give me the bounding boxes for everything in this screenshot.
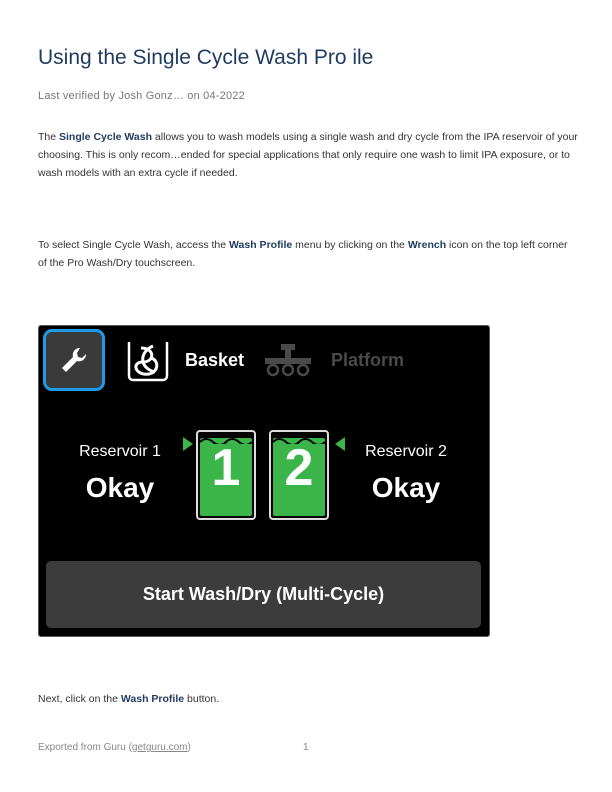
page-title: Using the Single Cycle Wash Pro ile — [38, 46, 374, 70]
reservoir-1-tank[interactable] — [196, 430, 256, 520]
wash-profile-button-term: Wash Profile — [120, 693, 185, 705]
intro-paragraph: The Single Cycle Wash allows you to wash models using a single wash and dry cycle from the IPA reservoir of your choosing. This is only recom…ended for special applications that only require one wash to limit IPA exposure, or to wash models with an extra cycle if needed. — [38, 131, 578, 179]
touchscreen-screenshot — [38, 325, 490, 637]
export-footer: Exported from Guru (getguru.com) — [38, 742, 191, 753]
reservoir-2-label: Reservoir 2 — [365, 443, 447, 460]
platform-tab-label[interactable]: Platform — [331, 350, 405, 370]
verification-meta: Last verified by Josh Gonz… on 04-2022 — [38, 90, 245, 102]
reservoir-1-status: Okay — [85, 472, 155, 503]
next-step-paragraph: Next, click on the Wash Profile button. — [38, 693, 220, 705]
reservoir-1-indicator-icon — [183, 437, 193, 451]
basket-tab-label[interactable]: Basket — [185, 350, 245, 370]
reservoir-2-number: 2 — [284, 439, 314, 497]
reservoir-2-tank[interactable] — [269, 430, 329, 520]
reservoir-1-number: 1 — [211, 439, 241, 497]
page-number: 1 — [303, 742, 309, 753]
platform-icon — [263, 342, 313, 382]
wrench-button[interactable] — [43, 329, 105, 391]
wrench-icon — [59, 345, 89, 375]
reservoir-2-status: Okay — [371, 472, 441, 503]
guru-link[interactable]: getguru.com — [131, 742, 188, 753]
basket-icon — [125, 338, 171, 384]
reservoir-1-label: Reservoir 1 — [79, 443, 161, 460]
single-cycle-wash-term: Single Cycle Wash — [59, 131, 152, 143]
wrench-term: Wrench — [407, 239, 447, 251]
start-wash-dry-button[interactable]: Start Wash/Dry (Multi-Cycle) — [46, 561, 481, 628]
wash-profile-term: Wash Profile — [229, 239, 293, 251]
select-instructions-paragraph: To select Single Cycle Wash, access the Wash Profile menu by clicking on the Wrench icon on the top left corner of the Pro Wash/Dry touchscreen. — [38, 239, 568, 269]
